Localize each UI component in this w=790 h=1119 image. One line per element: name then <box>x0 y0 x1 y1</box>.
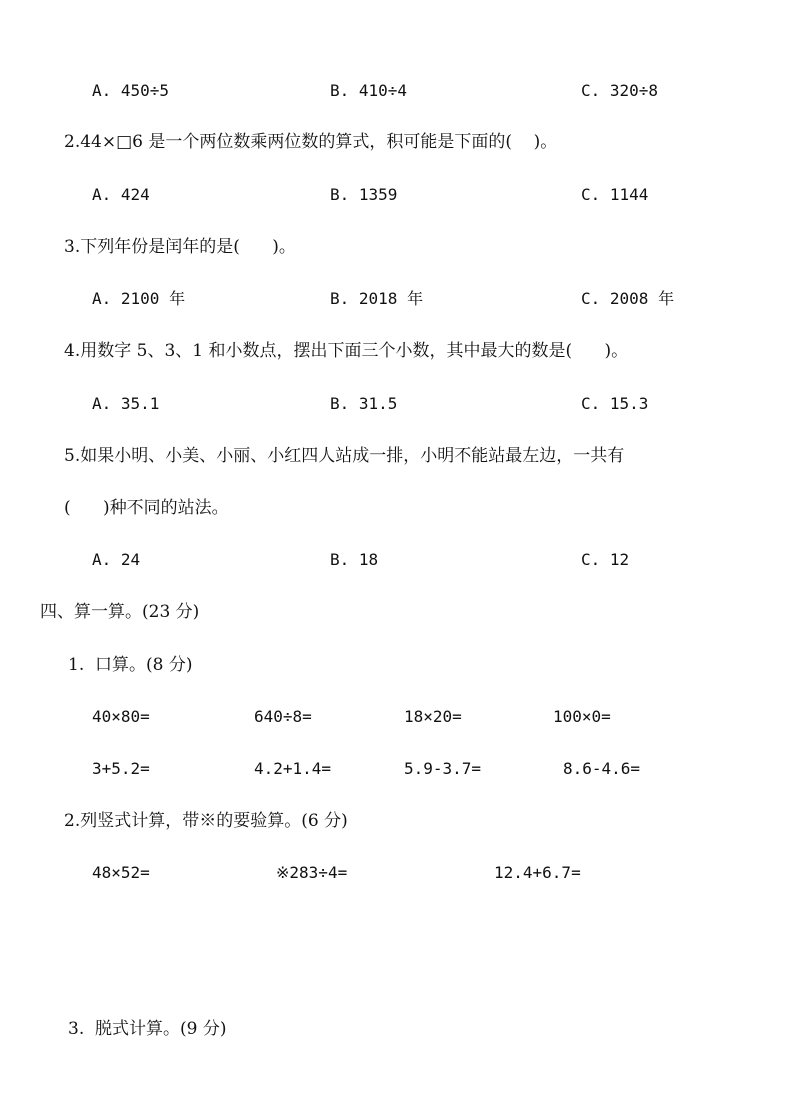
q5-option-c: C. 12 <box>581 550 630 569</box>
section4-part2-title: 2.列竖式计算，带※的要验算。(6 分) <box>64 811 348 831</box>
oral-calc-4: 100×0= <box>553 707 611 726</box>
q5-stem-line1: 5.如果小明、小美、小丽、小红四人站成一排，小明不能站最左边，一共有 <box>64 446 625 466</box>
q5-option-a: A. 24 <box>92 550 141 569</box>
oral-calc-7: 5.9-3.7= <box>404 759 482 778</box>
oral-calc-6: 4.2+1.4= <box>254 759 332 778</box>
section4-part1-title: 1. 口算。(8 分) <box>68 655 193 675</box>
q2-option-b: B. 1359 <box>330 185 398 204</box>
q2-stem: 2.44×□6 是一个两位数乘两位数的算式，积可能是下面的( )。 <box>64 132 558 152</box>
q4-stem: 4.用数字 5、3、1 和小数点，摆出下面三个小数，其中最大的数是( )。 <box>64 341 629 361</box>
q4-option-b: B. 31.5 <box>330 394 398 413</box>
oral-calc-2: 640÷8= <box>254 707 312 726</box>
q5-option-b: B. 18 <box>330 550 379 569</box>
vertical-calc-3: 12.4+6.7= <box>494 863 581 882</box>
oral-calc-3: 18×20= <box>404 707 462 726</box>
oral-calc-1: 40×80= <box>92 707 150 726</box>
q2-option-c: C. 1144 <box>581 185 649 204</box>
q4-option-a: A. 35.1 <box>92 394 160 413</box>
q3-option-a: A. 2100 年 <box>92 289 186 308</box>
q3-option-b: B. 2018 年 <box>330 289 424 308</box>
vertical-calc-2: ※283÷4= <box>276 863 348 882</box>
oral-calc-5: 3+5.2= <box>92 759 150 778</box>
vertical-calc-1: 48×52= <box>92 863 150 882</box>
q5-stem-line2: ( )种不同的站法。 <box>64 498 229 518</box>
q1-option-c: C. 320÷8 <box>581 81 659 100</box>
section4-title: 四、算一算。(23 分) <box>40 602 200 622</box>
section4-part3-title: 3. 脱式计算。(9 分) <box>68 1019 227 1039</box>
q4-option-c: C. 15.3 <box>581 394 649 413</box>
q3-option-c: C. 2008 年 <box>581 289 675 308</box>
q1-option-a: A. 450÷5 <box>92 81 170 100</box>
oral-calc-8: 8.6-4.6= <box>563 759 641 778</box>
q1-option-b: B. 410÷4 <box>330 81 408 100</box>
q2-option-a: A. 424 <box>92 185 150 204</box>
q3-stem: 3.下列年份是闰年的是( )。 <box>64 237 296 257</box>
